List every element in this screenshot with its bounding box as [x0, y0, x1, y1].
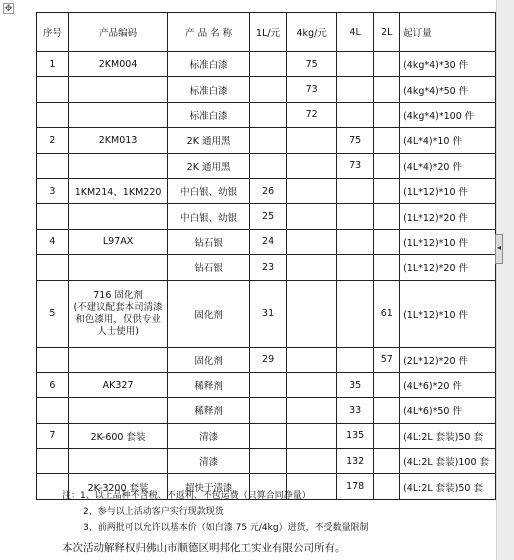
- cell-order: (1L*12)*20 件: [400, 255, 496, 280]
- cell-code: [68, 255, 168, 280]
- note-line: 注：1、以上品种不含税、不返利、不包运费（只算合同净量）: [62, 491, 311, 501]
- header-4kg-price: 4kg/元: [287, 13, 336, 52]
- header-1l-price: 1L/元: [249, 13, 287, 52]
- cell-4l: 178: [336, 474, 373, 499]
- header-no: 序号: [37, 13, 69, 52]
- cell-code: 1KM214、1KM220: [68, 178, 168, 203]
- cell-order: (4L*6)*20 件: [400, 372, 496, 397]
- note-line: 3、前两批可以允许以基本价（如白漆 75 元/4kg）进货，不受数量限制: [83, 523, 369, 533]
- cell-2l: [374, 153, 400, 178]
- cell-code: [68, 449, 168, 474]
- cell-1l: 26: [249, 178, 287, 203]
- cell-code: [68, 347, 168, 372]
- header-name: 产 品 名 称: [168, 13, 249, 52]
- cell-2l: [374, 52, 400, 77]
- table-row: [37, 255, 496, 280]
- cell-4l: 132: [336, 449, 373, 474]
- table-row: [37, 280, 496, 347]
- cell-no: [37, 204, 69, 229]
- cell-4l: [336, 347, 373, 372]
- cell-4kg: [287, 372, 336, 397]
- cell-no: 4: [37, 229, 69, 254]
- cell-name: 2K 通用黑: [168, 128, 249, 153]
- cell-1l: [249, 52, 287, 77]
- cell-4l: [336, 204, 373, 229]
- header-min-order: 起订量: [400, 13, 496, 52]
- cell-no: [37, 449, 69, 474]
- cell-4l: 35: [336, 372, 373, 397]
- cell-no: 5: [37, 280, 69, 347]
- cell-no: 2: [37, 128, 69, 153]
- table-header-row: [37, 13, 496, 52]
- cell-2l: [374, 372, 400, 397]
- cell-4l: [336, 229, 373, 254]
- cell-order: (1L*12)*10 件: [400, 229, 496, 254]
- table-row: [37, 347, 496, 372]
- cell-4kg: [287, 153, 336, 178]
- cell-2l: [374, 178, 400, 203]
- table-row: [37, 128, 496, 153]
- cell-1l: [249, 423, 287, 448]
- cell-no: [37, 102, 69, 127]
- header-2l: 2L: [374, 13, 400, 52]
- cell-2l: [374, 229, 400, 254]
- cell-code: 2KM004: [68, 52, 168, 77]
- cell-order: (4kg*4)*50 件: [400, 77, 496, 102]
- cell-4l: 135: [336, 423, 373, 448]
- cell-order: (1L*12)*20 件: [400, 204, 496, 229]
- cell-1l: 31: [249, 280, 287, 347]
- cell-4l: [336, 52, 373, 77]
- cell-4kg: 72: [287, 102, 336, 127]
- cell-2l: [374, 204, 400, 229]
- cell-4kg: [287, 128, 336, 153]
- cell-4kg: [287, 204, 336, 229]
- cell-2l: [374, 474, 400, 499]
- cell-2l: [374, 398, 400, 423]
- cell-code: 2K-600 套装: [68, 423, 168, 448]
- cell-1l: 25: [249, 204, 287, 229]
- cell-code: [68, 102, 168, 127]
- cell-4kg: 73: [287, 77, 336, 102]
- cell-code: [68, 77, 168, 102]
- cell-2l: 61: [374, 280, 400, 347]
- cell-order: (4L*4)*10 件: [400, 128, 496, 153]
- cell-1l: [249, 153, 287, 178]
- cell-1l: 24: [249, 229, 287, 254]
- cell-1l: [249, 102, 287, 127]
- note-line: 2、参与以上活动客户实行现款现货: [83, 507, 224, 517]
- cell-order: (4kg*4)*30 件: [400, 52, 496, 77]
- cell-code: AK327: [68, 372, 168, 397]
- cell-code: [68, 153, 168, 178]
- table-row: [37, 449, 496, 474]
- cell-4l: 75: [336, 128, 373, 153]
- cell-name: 钻石银: [168, 255, 249, 280]
- cell-no: 6: [37, 372, 69, 397]
- cell-4kg: [287, 398, 336, 423]
- cell-4l: [336, 102, 373, 127]
- table-row: [37, 372, 496, 397]
- cell-name: 2K 通用黑: [168, 153, 249, 178]
- cell-no: [37, 347, 69, 372]
- cell-4l: [336, 255, 373, 280]
- cell-2l: [374, 423, 400, 448]
- cell-code: L97AX: [68, 229, 168, 254]
- cell-4kg: [287, 423, 336, 448]
- cell-2l: [374, 449, 400, 474]
- table-row: [37, 52, 496, 77]
- cell-4kg: [287, 347, 336, 372]
- price-table: [36, 12, 496, 500]
- cell-order: (4L*4)*20 件: [400, 153, 496, 178]
- cell-1l: [249, 398, 287, 423]
- cell-name: 稀释剂: [168, 372, 249, 397]
- cell-1l: [249, 449, 287, 474]
- notes: [62, 488, 369, 536]
- cell-name: 标准白漆: [168, 52, 249, 77]
- table-row: [37, 204, 496, 229]
- cell-order: (1L*12)*10 件: [400, 280, 496, 347]
- cell-order: (4L*6)*50 件: [400, 398, 496, 423]
- cell-name: 标准白漆: [168, 102, 249, 127]
- cell-code: [68, 204, 168, 229]
- cell-no: 1: [37, 52, 69, 77]
- cell-4kg: [287, 255, 336, 280]
- table-row: [37, 229, 496, 254]
- cell-code: [68, 398, 168, 423]
- table-row: [37, 153, 496, 178]
- cell-4l: [336, 178, 373, 203]
- cell-1l: [249, 372, 287, 397]
- cell-name: 中白银、幼银: [168, 204, 249, 229]
- cell-4l: [336, 77, 373, 102]
- cell-name: 超快干清漆: [168, 474, 249, 499]
- cell-4l: 33: [336, 398, 373, 423]
- cell-4kg: [287, 280, 336, 347]
- cell-name: 中白银、幼银: [168, 178, 249, 203]
- cell-4kg: [287, 229, 336, 254]
- cell-order: (2L*12)*20 件: [400, 347, 496, 372]
- table-row: [37, 398, 496, 423]
- cell-no: [37, 77, 69, 102]
- copyright-statement: 本次活动解释权归佛山市顺德区明邦化工实业有限公司所有。: [62, 542, 346, 554]
- cell-no: [37, 153, 69, 178]
- cell-name: 清漆: [168, 449, 249, 474]
- cell-4l: [336, 280, 373, 347]
- header-4l: 4L: [336, 13, 373, 52]
- cell-order: (4L:2L 套装)50 套: [400, 423, 496, 448]
- cell-order: (4L:2L 套装)50 套: [400, 474, 496, 499]
- table-move-handle-icon[interactable]: ✥: [4, 4, 13, 14]
- cell-order: (4L:2L 套装)100 套: [400, 449, 496, 474]
- table-row: [37, 102, 496, 127]
- cell-no: [37, 398, 69, 423]
- arrow-left-icon: ◂: [497, 243, 502, 252]
- cell-1l: [249, 77, 287, 102]
- cell-name: 钻石银: [168, 229, 249, 254]
- scroll-handle[interactable]: [495, 234, 503, 264]
- table-row: [37, 77, 496, 102]
- cell-1l: 29: [249, 347, 287, 372]
- header-code: 产品编码: [68, 13, 168, 52]
- cell-name: 稀释剂: [168, 398, 249, 423]
- cell-name: 清漆: [168, 423, 249, 448]
- cell-code: 2KM013: [68, 128, 168, 153]
- table-row: [37, 178, 496, 203]
- cell-code: 716 固化剂 (不建议配套本司清漆和色漆用，仅供专业人士使用): [68, 280, 168, 347]
- cell-1l: [249, 128, 287, 153]
- cell-4kg: [287, 449, 336, 474]
- cell-name: 固化剂: [168, 347, 249, 372]
- cell-name: 固化剂: [168, 280, 249, 347]
- cell-order: (4kg*4)*100 件: [400, 102, 496, 127]
- cell-no: 3: [37, 178, 69, 203]
- cell-4kg: [287, 178, 336, 203]
- vertical-scrollbar[interactable]: [496, 0, 514, 560]
- cell-4l: 73: [336, 153, 373, 178]
- cell-no: 7: [37, 423, 69, 448]
- cell-2l: [374, 77, 400, 102]
- cell-order: (1L*12)*10 件: [400, 178, 496, 203]
- cell-1l: 23: [249, 255, 287, 280]
- cell-2l: [374, 102, 400, 127]
- cell-code: 2K-3200 套装: [68, 474, 168, 499]
- cell-2l: 57: [374, 347, 400, 372]
- cell-4kg: 75: [287, 52, 336, 77]
- cell-no: [37, 255, 69, 280]
- cell-2l: [374, 128, 400, 153]
- cell-name: 标准白漆: [168, 77, 249, 102]
- cell-2l: [374, 255, 400, 280]
- table-row: [37, 423, 496, 448]
